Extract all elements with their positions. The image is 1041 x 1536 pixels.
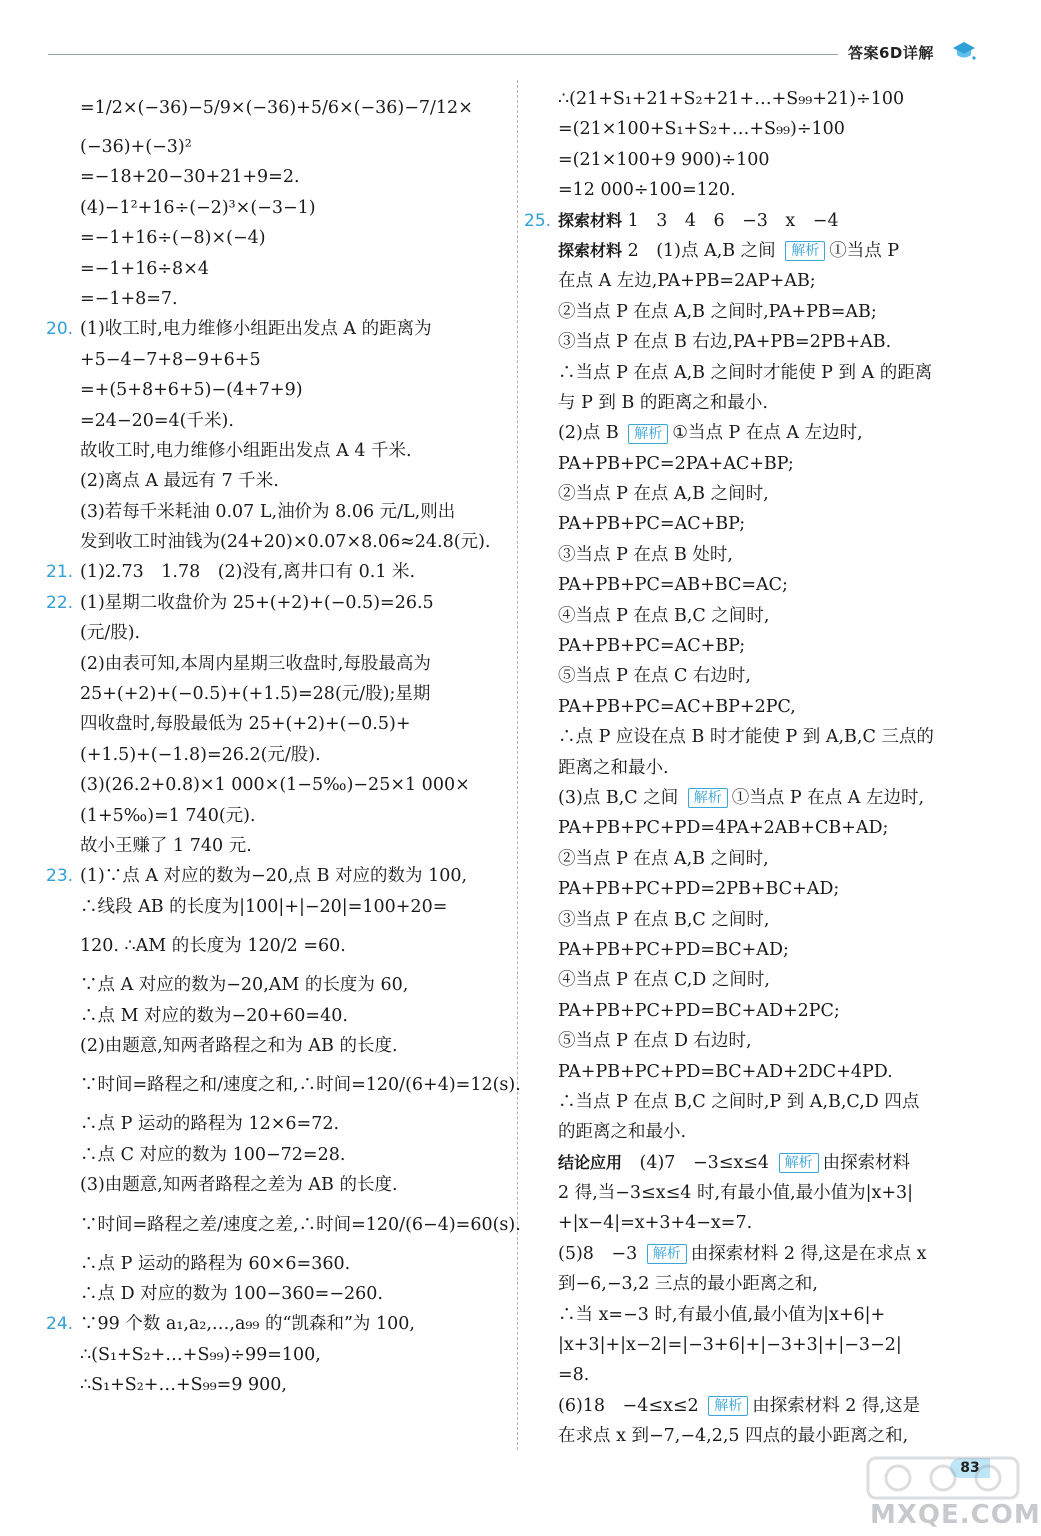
text-line (532, 1360, 992, 1390)
line-text: (1+5‰)=1 740(元). (80, 805, 256, 826)
line-text: ∴点 P 运动的路程为 60×6=360. (80, 1253, 351, 1274)
text-line (54, 1031, 514, 1061)
text-line (532, 1117, 992, 1147)
line-text: ∵时间=路程之和/速度之和,∴时间=120/(6+4)=12(s). (80, 1075, 521, 1096)
section-label: 探索材料 (558, 210, 623, 230)
text-line (54, 375, 514, 405)
right-column (524, 84, 992, 1452)
line-text: PA+PB+PC=AC+BP; (558, 514, 746, 535)
line-text: 故收工时,电力维修小组距出发点 A 4 千米. (80, 440, 412, 461)
text-line (54, 970, 514, 1000)
section-label: 探索材料 (558, 240, 623, 260)
text-line (54, 1340, 514, 1370)
text-line (532, 1208, 992, 1238)
line-text: 的距离之和最小. (558, 1122, 687, 1143)
line-text: (3)由题意,知两者路程之差为 AB 的长度. (80, 1175, 398, 1196)
line-text: 故小王赚了 1 740 元. (80, 835, 252, 856)
text-line (532, 1330, 992, 1360)
line-text: ④当点 P 在点 B,C 之间时, (558, 605, 770, 626)
line-text: ∴点 D 对应的数为 100−360=−260. (80, 1283, 383, 1304)
line-text: (−36)+(−3)² (80, 137, 192, 157)
line-text: (1)收工时,电力维修小组距出发点 A 的距离为 (80, 319, 432, 340)
text-line (46, 861, 514, 891)
line-text: 四收盘时,每股最低为 25+(+2)+(−0.5)+ (80, 714, 411, 735)
text-line (532, 965, 992, 995)
line-text: (+1.5)+(−1.8)=26.2(元/股). (80, 744, 321, 765)
line-text: ∴点 C 对应的数为 100−72=28. (80, 1144, 346, 1165)
text-line (54, 497, 514, 527)
line-text: ②当点 P 在点 A,B 之间时,PA+PB=AB; (558, 301, 877, 322)
question-number: 22. (46, 592, 74, 613)
line-text-after: 由探索材料 (822, 1152, 911, 1173)
text-line (54, 284, 514, 314)
text-line (532, 1269, 992, 1299)
line-text: (3)(26.2+0.8)×1 000×(1−5‰)−25×1 000× (80, 775, 470, 796)
line-text: (1)∵点 A 对应的数为−20,点 B 对应的数为 100, (80, 866, 468, 887)
text-line (54, 618, 514, 648)
text-line (54, 466, 514, 496)
text-line (54, 254, 514, 284)
line-text: ∴(S₁+S₂+…+S₉₉)÷99=100, (80, 1344, 321, 1365)
text-line (532, 84, 992, 114)
question-number: 25. (524, 210, 552, 231)
line-text: =24−20=4(千米). (80, 410, 234, 431)
text-line (532, 844, 992, 874)
line-text: ∵时间=路程之差/速度之差,∴时间=120/(6−4)=60(s). (80, 1214, 521, 1235)
line-text: 2 得,当−3≤x≤4 时,有最小值,最小值为|x+3| (558, 1183, 914, 1204)
text-line (46, 557, 514, 587)
text-line (54, 709, 514, 739)
text-line (532, 1239, 992, 1269)
line-text: ∴点 M 对应的数为−20+60=40. (80, 1005, 348, 1026)
watermark-text: MXQE.COM (870, 1500, 1041, 1530)
analysis-tag: 解析 (785, 241, 825, 261)
analysis-tag: 解析 (779, 1153, 819, 1173)
line-text-after: 由探索材料 2 得,这是在求点 x (690, 1243, 927, 1264)
text-line (532, 145, 992, 175)
text-line (54, 1279, 514, 1309)
text-line (532, 783, 992, 813)
line-text: ③当点 P 在点 B 右边,PA+PB=2PB+AB. (558, 332, 892, 353)
text-line (54, 801, 514, 831)
text-line (54, 436, 514, 466)
text-line (532, 327, 992, 357)
text-line (54, 1061, 521, 1109)
text-line (532, 358, 992, 388)
line-text: ④当点 P 在点 C,D 之间时, (558, 970, 770, 991)
text-line (54, 84, 514, 132)
graduation-cap-icon (952, 40, 976, 62)
line-text: 到−6,−3,2 三点的最小距离之和, (558, 1274, 818, 1295)
text-line (532, 692, 992, 722)
header-rule (48, 54, 838, 55)
text-line (532, 1421, 992, 1451)
line-text: ∴S₁+S₂+…+S₉₉=9 900, (80, 1375, 287, 1396)
line-text: =8. (558, 1365, 590, 1386)
line-text: ∴当点 P 在点 A,B 之间时才能使 P 到 A 的距离 (558, 362, 933, 383)
line-text: =−1+16÷8×4 (80, 258, 209, 279)
text-line (532, 661, 992, 691)
line-text: =−1+16÷(−8)×(−4) (80, 228, 266, 249)
line-text: 距离之和最小. (558, 757, 669, 778)
text-line (532, 601, 992, 631)
line-text: 1 3 4 6 −3 x −4 (622, 210, 839, 231)
text-line (532, 479, 992, 509)
text-line (532, 1178, 992, 1208)
line-text: 120. ∴AM 的长度为 120/2 =60. (80, 936, 346, 957)
text-line (54, 1001, 514, 1031)
text-line (54, 223, 514, 253)
text-line (54, 740, 514, 770)
question-number: 21. (46, 562, 74, 583)
text-line (532, 570, 992, 600)
line-text: 在点 A 左边,PA+PB=2AP+AB; (558, 271, 816, 292)
line-text: ∵99 个数 a₁,a₂,…,a₉₉ 的“凯森和”为 100, (80, 1314, 415, 1335)
text-line (54, 527, 514, 557)
line-text: ③当点 P 在点 B,C 之间时, (558, 909, 770, 930)
text-line (532, 813, 992, 843)
line-text: ⑤当点 P 在点 C 右边时, (558, 666, 751, 687)
line-text: |x+3|+|x−2|=|−3+6|+|−3+3|+|−3−2| (558, 1335, 902, 1356)
line-text: =(21×100+9 900)÷100 (558, 149, 770, 170)
text-line (46, 1309, 514, 1339)
line-text: =−1+8=7. (80, 288, 178, 309)
line-text: ∴(21+S₁+21+S₂+21+…+S₉₉+21)÷100 (558, 89, 905, 109)
line-text: =+(5+8+6+5)−(4+7+9) (80, 380, 303, 401)
text-line (532, 388, 992, 418)
line-text: ③当点 P 在点 B 处时, (558, 544, 733, 565)
text-line (54, 922, 514, 970)
header-title: 答案6D详解 (848, 44, 934, 62)
text-line (54, 132, 514, 162)
line-text: ②当点 P 在点 A,B 之间时, (558, 848, 769, 869)
text-line (54, 770, 514, 800)
text-line (46, 588, 514, 618)
line-text: PA+PB+PC+PD=4PA+2AB+CB+AD; (558, 818, 889, 839)
line-text: (2)点 B (558, 423, 625, 444)
line-text-after: ①当点 P (829, 240, 900, 261)
text-line (532, 631, 992, 661)
text-line (532, 753, 992, 783)
line-text: ∴点 P 应设在点 B 时才能使 P 到 A,B,C 三点的 (558, 727, 934, 748)
text-line (46, 314, 514, 344)
text-line (54, 1370, 514, 1400)
analysis-tag: 解析 (647, 1244, 687, 1264)
line-text: PA+PB+PC+PD=BC+AD; (558, 939, 789, 960)
question-number: 24. (46, 1314, 74, 1335)
line-text: ∵点 A 对应的数为−20,AM 的长度为 60, (80, 975, 409, 996)
analysis-tag: 解析 (708, 1396, 748, 1416)
line-text: PA+PB+PC+PD=BC+AD+2DC+4PD. (558, 1061, 893, 1082)
text-line (532, 297, 992, 327)
line-text: (4)7 −3≤x≤4 (622, 1152, 775, 1173)
text-line (532, 1391, 992, 1421)
left-column (46, 84, 521, 1400)
text-line (54, 1249, 514, 1279)
line-text: (3)若每千米耗油 0.07 L,油价为 8.06 元/L,则出 (80, 501, 456, 522)
line-text: (元/股). (80, 623, 141, 644)
line-text: =1/2×(−36)−5/9×(−36)+5/6×(−36)−7/12× (80, 98, 473, 118)
text-line (54, 679, 514, 709)
line-text: (4)−1²+16÷(−2)³×(−3−1) (80, 197, 316, 218)
line-text: 2 (1)点 A,B 之间 (622, 240, 782, 261)
line-text: PA+PB+PC+PD=BC+AD+2PC; (558, 1000, 840, 1021)
line-text: ∴当 x=−3 时,有最小值,最小值为|x+6|+ (558, 1304, 886, 1325)
text-line (532, 1057, 992, 1087)
text-line (54, 892, 514, 922)
text-line (54, 162, 514, 192)
line-text: PA+PB+PC=2PA+AC+BP; (558, 453, 794, 474)
analysis-tag: 解析 (688, 788, 728, 808)
line-text: (6)18 −4≤x≤2 (558, 1395, 705, 1416)
text-line (532, 1087, 992, 1117)
section-label: 结论应用 (558, 1152, 623, 1172)
text-line (54, 1140, 514, 1170)
text-line (54, 1109, 514, 1139)
text-line (532, 722, 992, 752)
question-number: 20. (46, 319, 74, 340)
line-text: (5)8 −3 (558, 1243, 643, 1264)
text-line (532, 540, 992, 570)
line-text-after: ①当点 P 在点 A 左边时, (731, 787, 925, 808)
text-line (524, 206, 992, 236)
page-number: 83 (950, 1458, 990, 1478)
text-line (532, 418, 992, 448)
text-line (532, 114, 992, 144)
line-text: (2)由题意,知两者路程之和为 AB 的长度. (80, 1035, 398, 1056)
line-text: ∴线段 AB 的长度为|100|+|−20|=100+20= (80, 896, 448, 917)
text-line (54, 345, 514, 375)
question-number: 23. (46, 866, 74, 887)
text-line (54, 831, 514, 861)
line-text: +5−4−7+8−9+6+5 (80, 349, 261, 370)
text-line (54, 193, 514, 223)
line-text: =(21×100+S₁+S₂+…+S₉₉)÷100 (558, 119, 845, 140)
text-line (532, 1026, 992, 1056)
line-text: ∴点 P 运动的路程为 12×6=72. (80, 1114, 340, 1135)
text-line (532, 449, 992, 479)
text-line (54, 1170, 514, 1200)
line-text: (1)2.73 1.78 (2)没有,离井口有 0.1 米. (80, 562, 416, 583)
text-line (532, 1148, 992, 1178)
line-text: (2)由表可知,本周内星期三收盘时,每股最高为 (80, 653, 431, 674)
line-text: ∴当点 P 在点 B,C 之间时,P 到 A,B,C,D 四点 (558, 1091, 920, 1112)
text-line (54, 406, 514, 436)
line-text: (2)离点 A 最远有 7 千米. (80, 471, 279, 492)
line-text: 与 P 到 B 的距离之和最小. (558, 392, 768, 413)
line-text: (3)点 B,C 之间 (558, 787, 684, 808)
line-text: 25+(+2)+(−0.5)+(+1.5)=28(元/股);星期 (80, 684, 431, 705)
line-text: 在求点 x 到−7,−4,2,5 四点的最小距离之和, (558, 1426, 909, 1447)
line-text: ②当点 P 在点 A,B 之间时, (558, 484, 769, 505)
line-text: PA+PB+PC=AC+BP+2PC, (558, 696, 796, 717)
line-text: ⑤当点 P 在点 D 右边时, (558, 1031, 752, 1052)
line-text-after: 由探索材料 2 得,这是 (752, 1395, 921, 1416)
text-line (54, 1201, 521, 1249)
line-text: 发到收工时油钱为(24+20)×0.07×8.06≈24.8(元). (80, 532, 491, 553)
text-line (532, 874, 992, 904)
line-text: (1)星期二收盘价为 25+(+2)+(−0.5)=26.5 (80, 592, 434, 613)
text-line (54, 649, 514, 679)
line-text: PA+PB+PC=AC+BP; (558, 636, 746, 657)
text-line (532, 1300, 992, 1330)
text-line (532, 175, 992, 205)
text-line (532, 509, 992, 539)
text-line (532, 905, 992, 935)
line-text-after: ①当点 P 在点 A 左边时, (672, 423, 863, 444)
text-line (532, 266, 992, 296)
text-line (532, 935, 992, 965)
line-text: =12 000÷100=120. (558, 180, 736, 201)
analysis-tag: 解析 (628, 424, 668, 444)
line-text: PA+PB+PC=AB+BC=AC; (558, 575, 788, 596)
line-text: =−18+20−30+21+9=2. (80, 167, 300, 188)
line-text: +|x−4|=x+3+4−x=7. (558, 1213, 753, 1234)
text-line (532, 236, 992, 266)
text-line (532, 996, 992, 1026)
line-text: PA+PB+PC+PD=2PB+BC+AD; (558, 879, 840, 900)
